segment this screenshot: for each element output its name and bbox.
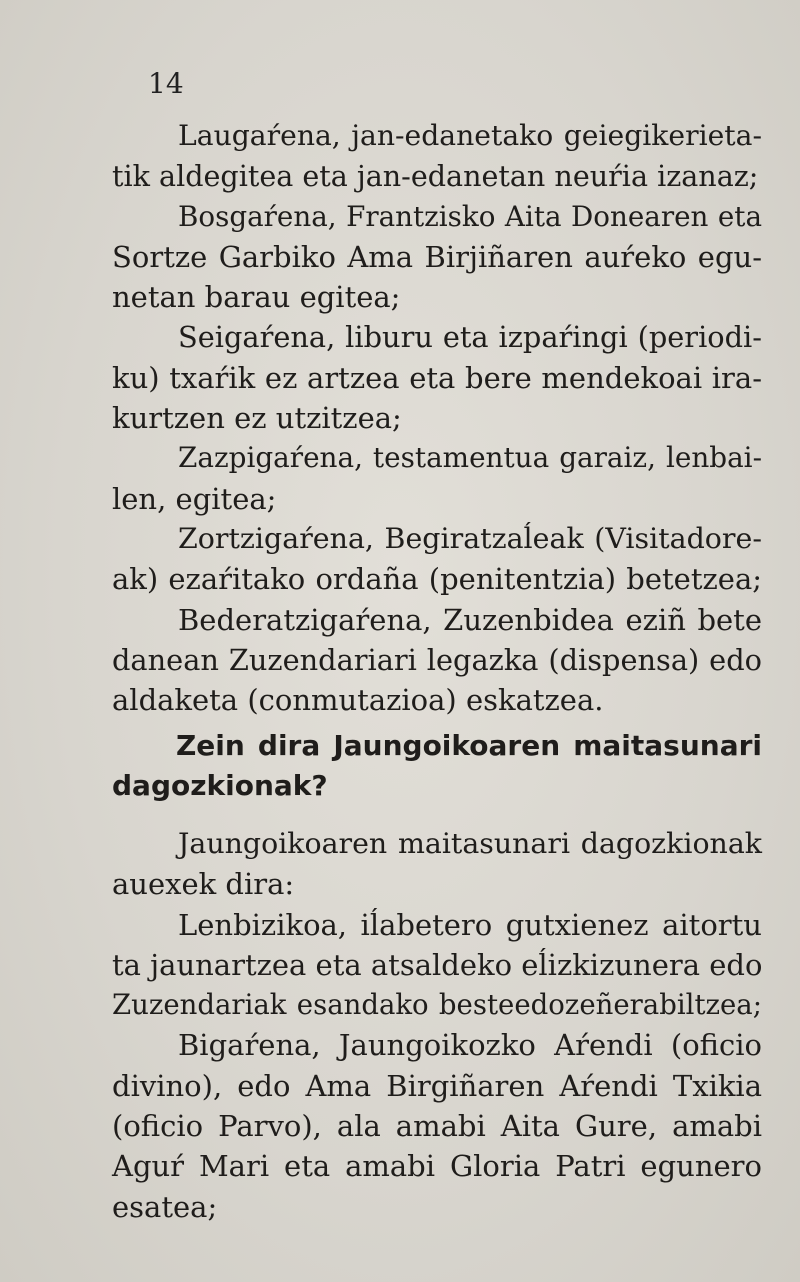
body-text-top xyxy=(112,116,762,720)
paragraph-line: Zuzendariak esandako besteedozeñerabiltzea; xyxy=(112,989,762,1022)
paragraph-line: Bederatzigaŕena, Zuzenbidea eziñ bete xyxy=(178,602,762,637)
paragraph-line: ta jaunartzea eta atsaldeko eĺizkizunera edo xyxy=(112,947,763,982)
paragraph-line: ak) ezaŕitako ordaña (penitentzia) betetzea; xyxy=(112,562,762,597)
paragraph-line: Aguŕ Mari eta amabi Gloria Patri egunero xyxy=(112,1149,762,1184)
paragraph-line: Jaungoikoaren maitasunari dagozkionak xyxy=(178,827,762,860)
heading-line: Zein dira Jaungoikoaren maitasunari xyxy=(176,729,762,762)
paragraph-line: aldaketa (conmutazioa) eskatzea. xyxy=(112,683,604,718)
page-number: 14 xyxy=(148,67,184,100)
paragraph-line: Zazpigaŕena, testamentua garaiz, lenbai- xyxy=(178,441,762,475)
paragraph-line: ku) txaŕik ez artzea eta bere mendekoai ira- xyxy=(112,360,762,395)
paragraph-line: auexek dira: xyxy=(112,867,295,902)
paragraph-line: (oficio Parvo), ala amabi Aita Gure, amabi xyxy=(112,1109,762,1144)
paragraph-line: esatea; xyxy=(112,1189,218,1224)
paragraph-line: len, egitea; xyxy=(112,481,277,516)
paragraph-line: Seigaŕena, liburu eta izpaŕingi (periodi- xyxy=(178,320,762,355)
paragraph-line: Bosgaŕena, Frantzisko Aita Donearen eta xyxy=(178,199,762,233)
paragraph-line: Laugaŕena, jan-edanetako geiegikerieta- xyxy=(178,119,762,152)
section-heading xyxy=(112,726,762,806)
paragraph-line: danean Zuzendariari legazka (dispensa) edo xyxy=(112,642,762,677)
paragraph-line: netan barau egitea; xyxy=(112,280,401,315)
paragraph-line: Lenbizikoa, iĺabetero gutxienez aitortu xyxy=(178,907,762,942)
paragraph-line: Bigaŕena, Jaungoikozko Aŕendi (oficio xyxy=(178,1028,762,1063)
paragraph-line: Sortze Garbiko Ama Birjiñaren auŕeko egu- xyxy=(112,239,762,274)
paragraph-line: tik aldegitea eta jan-edanetan neuŕia izanaz; xyxy=(112,159,759,194)
paragraph-line: kurtzen ez utzitzea; xyxy=(112,401,402,436)
paragraph-line: divino), edo Ama Birgiñaren Aŕendi Txikia xyxy=(112,1068,762,1103)
body-text-bottom xyxy=(112,824,762,1227)
heading-line: dagozkionak? xyxy=(112,769,328,802)
paragraph-line: Zortzigaŕena, Begiratzaĺeak (Visitadore- xyxy=(178,521,762,555)
